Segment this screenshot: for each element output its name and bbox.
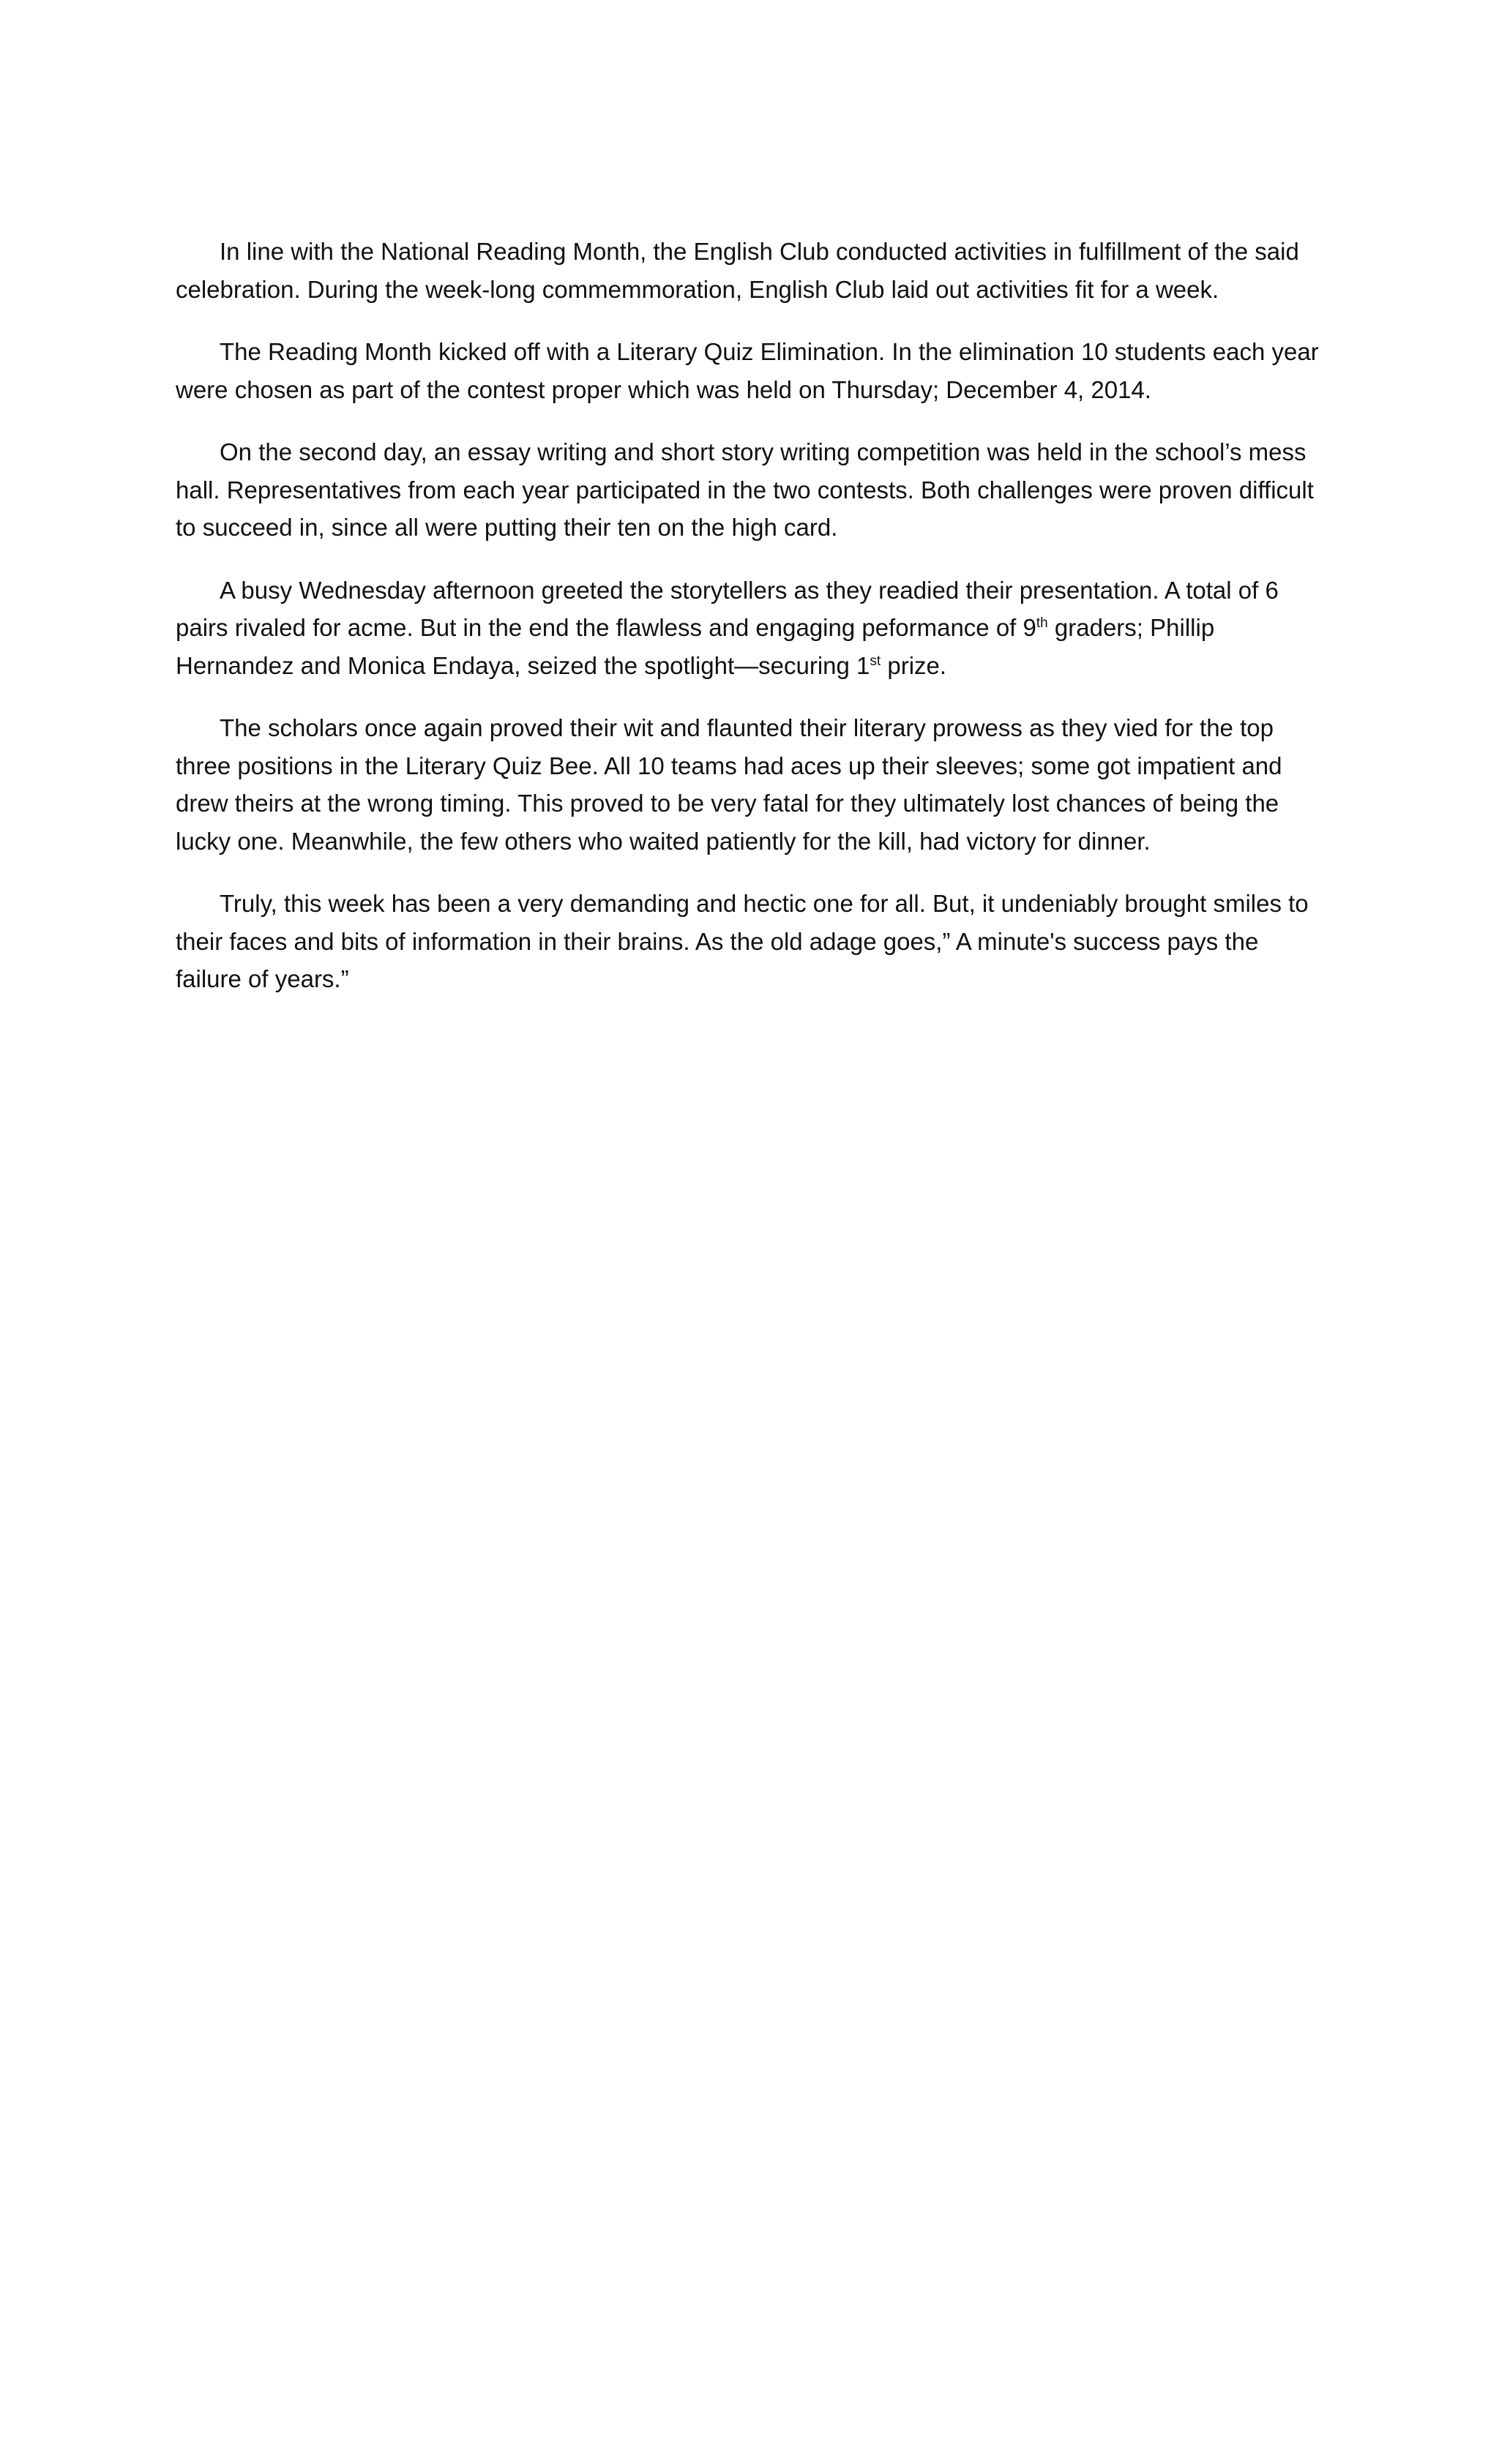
article-body	[176, 233, 1328, 1023]
paragraph-quiz-elimination: The Reading Month kicked off with a Literary Quiz Elimination. In the elimination 10 students each year were chosen as part of the contest proper which was held on Thursday; December 4, 2014.	[176, 338, 1319, 403]
paragraph-writing-competition: On the second day, an essay writing and short story writing competition was held in the school’s mess hall. Representatives from each year participated in the two contests. Both challenges were proven difficult to succeed in, since all were putting their ten on the high card.	[176, 438, 1314, 541]
paragraph-storytelling-part1: A busy Wednesday afternoon greeted the storytellers as they readied their presentation. A total of 6 pairs rivaled for acme. But in the end the flawless and engaging peformance of 9	[176, 576, 1279, 641]
paragraph-quiz-bee: The scholars once again proved their wit and flaunted their literary prowess as they vied for the top three positions in the Literary Quiz Bee. All 10 teams had aces up their sleeves; some got impatient and drew theirs at the wrong timing. This proved to be very fatal for they ultimately lost chances of being the lucky one. Meanwhile, the few others who waited patiently for the kill, had victory for dinner.	[176, 714, 1282, 855]
ordinal-suffix-th: th	[1036, 615, 1048, 631]
paragraph-intro: In line with the National Reading Month, the English Club conducted activities in fulfillment of the said celebration. During the week-long commemmoration, English Club laid out activities fit for a week.	[176, 238, 1299, 303]
paragraph-storytelling-part3: prize.	[881, 651, 947, 679]
ordinal-suffix-st: st	[870, 653, 881, 669]
paragraph-storytelling-part2: graders; Phillip Hernandez and Monica Endaya, seized the spotlight—securing 1	[176, 614, 1215, 679]
paragraph-conclusion: Truly, this week has been a very demanding and hectic one for all. But, it undeniably brought smiles to their faces and bits of information in their brains. As the old adage goes,” A minute's success pays the failure of years.”	[176, 890, 1309, 992]
paragraph-storytelling	[176, 572, 1328, 685]
